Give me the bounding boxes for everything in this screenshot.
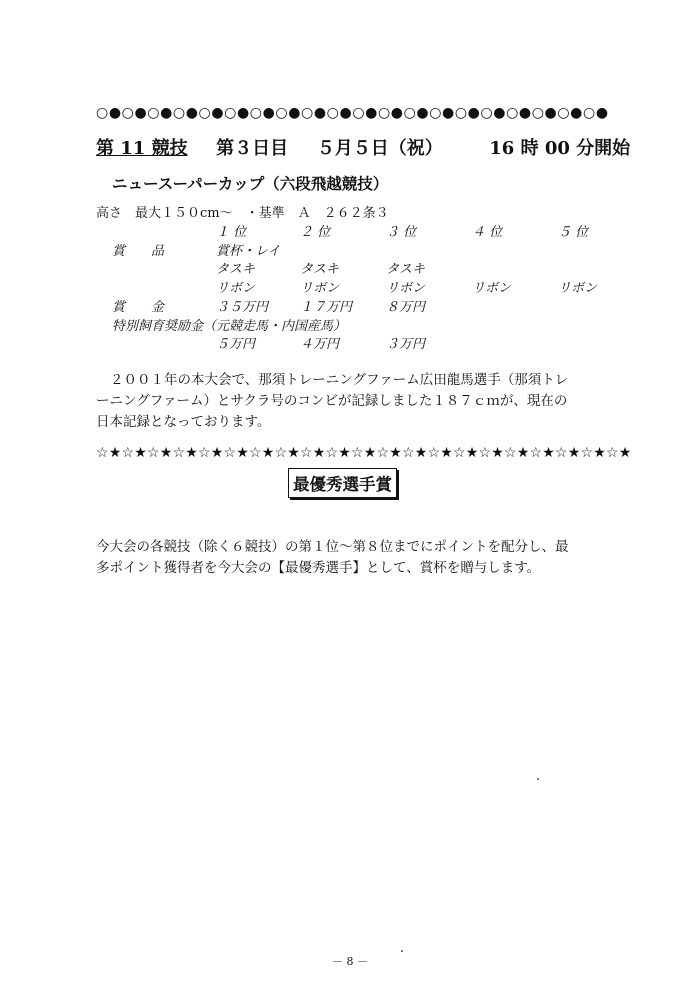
record-paragraph xyxy=(96,370,568,433)
page-number: － 8 － xyxy=(332,955,368,968)
place-header-4: ４ 位 xyxy=(472,225,503,240)
award-line: 多ポイント獲得者を今大会の【最優秀選手】として、賞杯を贈与します。 xyxy=(96,560,541,576)
circle-divider: ○●○●○●○●○●○●○●○●○●○●○●○●○●○●○●○●○●○●○●○● xyxy=(96,105,609,121)
place-header-3: ３ 位 xyxy=(386,225,417,240)
prize-cell: タスキ xyxy=(216,262,256,277)
prize-money-cell: １７万円 xyxy=(300,300,353,315)
event-number: 第 11 競技 xyxy=(96,138,188,159)
award-description xyxy=(96,537,569,579)
award-title: 最優秀選手賞 xyxy=(288,468,397,498)
prize-cell: リボン xyxy=(300,281,340,296)
scan-speck xyxy=(401,950,403,952)
breeding-incentive-cell: ４万円 xyxy=(300,337,340,352)
place-header-1: １ 位 xyxy=(216,225,247,240)
prize-cell: リボン xyxy=(558,281,598,296)
scan-speck xyxy=(537,778,539,780)
prize-cell: リボン xyxy=(472,281,512,296)
event-start-time: 16 時 00 分開始 xyxy=(489,138,631,159)
record-line: 日本記録となっております。 xyxy=(96,414,271,430)
breeding-incentive-cell: ５万円 xyxy=(216,337,256,352)
prize-cell: タスキ xyxy=(386,262,426,277)
award-line: 今大会の各競技（除く６競技）の第１位〜第８位までにポイントを配分し、最 xyxy=(96,539,569,555)
prize-cell: タスキ xyxy=(300,262,340,277)
event-day: 第３日目 xyxy=(216,138,289,159)
prize-money-cell: ３５万円 xyxy=(216,300,269,315)
record-line: ２００１年の本大会で、那須トレーニングファーム広田龍馬選手（那須トレ xyxy=(110,372,569,388)
star-divider: ☆★☆★☆★☆★☆★☆★☆★☆★☆★☆★☆★☆★☆★☆★☆★☆★☆★☆★☆★☆★☆★ xyxy=(96,445,632,461)
prizes-label: 賞 品 xyxy=(112,244,165,259)
event-header xyxy=(96,134,630,160)
place-header-5: ５ 位 xyxy=(558,225,589,240)
prize-money-label: 賞 金 xyxy=(112,300,165,315)
event-name: ニュースーパーカップ（六段飛越競技） xyxy=(112,174,389,193)
prize-cell: リボン xyxy=(386,281,426,296)
breeding-incentive-cell: ３万円 xyxy=(386,337,426,352)
prize-money-cell: ８万円 xyxy=(386,300,426,315)
height-conditions: 高さ 最大１５０cm〜 ・基準 Ａ ２６２条３ xyxy=(96,206,389,221)
prize-cell: 賞杯・レイ xyxy=(216,244,281,259)
prize-cell: リボン xyxy=(216,281,256,296)
breeding-incentive-label: 特別飼育奨励金（元競走馬・内国産馬） xyxy=(112,319,347,334)
record-line: ーニングファーム）とサクラ号のコンビが記録しました１８７ｃｍが、現在の xyxy=(96,393,568,409)
event-date: ５月５日（祝） xyxy=(316,138,443,159)
place-header-2: ２ 位 xyxy=(300,225,331,240)
